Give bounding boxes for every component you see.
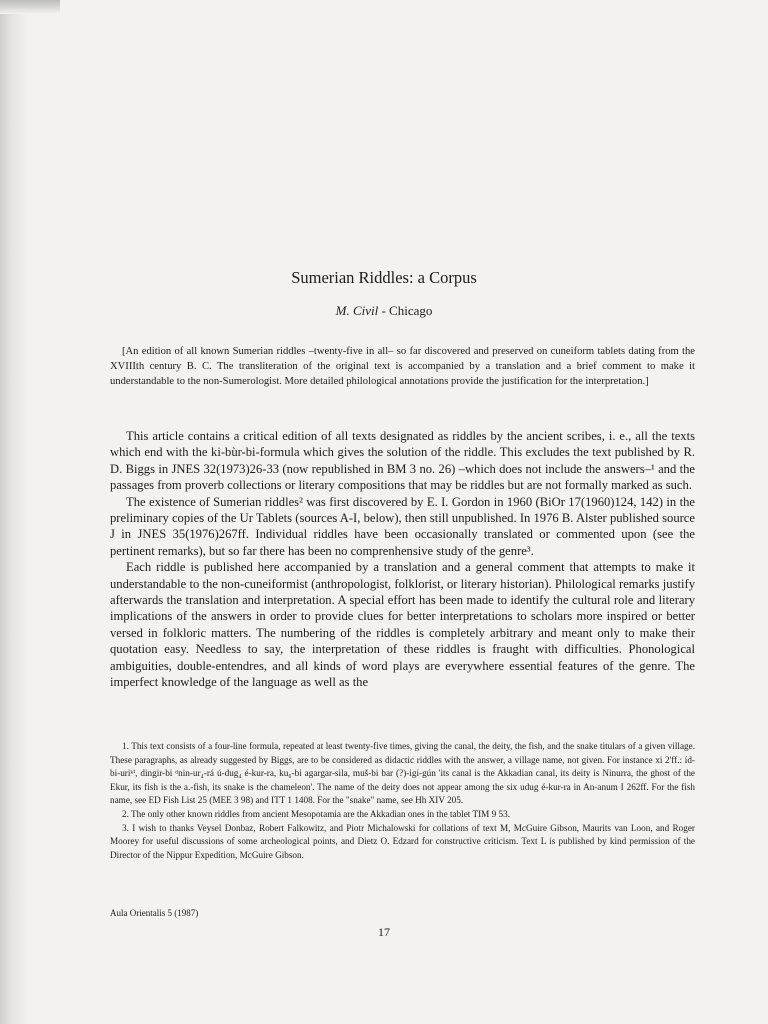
- body-paragraph-2: The existence of Sumerian riddles² was first discovered by E. I. Gordon in 1960 (BiOr 17(1960)124, 142) in the preliminary copies of the Ur Tablets (sources A-I, below), then still unpublished. In 1976 B. Alster published source J in JNES 35(1976)267ff. Individual riddles have been occasionally translated or commented upon (see the pertinent remarks), but so far there has been no comprenhensive study of the genre³.: [110, 494, 695, 558]
- footnotes: [110, 740, 695, 862]
- scan-corner-shadow: [0, 0, 60, 14]
- footnote-1: 1. This text consists of a four-line formula, repeated at least twenty-five times, giving the canal, the deity, the fish, and the snake titulars of a given village. These paragraphs, as already suggested by Biggs, are to be considered as didactic riddles with the answer, a village name, not given. For instance xi 2'ff.: íd-bi-uriᵏⁱ, dingir-bi ᵈnin-ur₄-rá ú-dug₄ é-kur-ra, ku₆-bi agargar-sila, muš-bi bar (?)-igi-gún 'its canal is the Akkadian canal, its deity is Ninurra, the ghost of the Ekur, its fish is the a.-fish, its snake is the chameleon'. The name of the deity does not appear among the six udug é-kur-ra in An-anum I 262ff. For the fish name, see ED Fish List 25 (MEE 3 98) and ITT 1 1408. For the "snake" name, see Hh XIV 205.: [110, 741, 695, 806]
- author-line: [0, 303, 768, 319]
- abstract: [An edition of all known Sumerian riddles –twenty-five in all– so far discovered and preserved on cuneiform tablets dating from the XVIIIth century B. C. The transliteration of the original text is accompanied by a translation and a brief comment to make it understandable to the non-Sumerologist. More detailed philological annotations provide the justification for the interpretation.]: [110, 346, 695, 388]
- body-paragraph-3: Each riddle is published here accompanied by a translation and a general comment that attempts to make it understandable to the non-cuneiformist (anthropologist, folklorist, or literary historian). Philological remarks justify afterwards the translation and interpretation. A special effort has been made to identify the cultural role and literary implications of the answers in order to provide clues for better interpretations to scholars more inspired or better versed in folkloric matters. The numbering of the riddles is completely arbitrary and meant only to make their quotation easy. Needless to say, the interpretation of these riddles is fraught with difficulties. Phonological ambiguities, double-entendres, and all kinds of word plays are everywhere essential features of the genre. The imperfect knowledge of the language as well as the: [110, 560, 695, 690]
- journal-citation: Aula Orientalis 5 (1987): [110, 908, 199, 918]
- footnote-3: 3. I wish to thanks Veysel Donbaz, Robert Falkowitz, and Piotr Michalowski for collations of text M, McGuire Gibson, Maurits van Loon, and Roger Moorey for useful discussions of some archeological points, and Dietz O. Edzard for constructive criticism. Text L is published by kind permission of the Director of the Nippur Expedition, McGuire Gibson.: [110, 822, 695, 860]
- author-affiliation: - Chicago: [378, 303, 433, 318]
- article-title: Sumerian Riddles: a Corpus: [291, 268, 477, 287]
- body-paragraph-1: This article contains a critical edition of all texts designated as riddles by the ancient scribes, i. e., all the texts which end with the ki-bùr-bi-formula which gives the solution of the riddle. This excludes the text published by R. D. Biggs in JNES 32(1973)26-33 (now republished in BM 3 no. 26) –which does not include the answers–¹ and the passages from proverb collections or literary compositions that may be riddles but are not formally marked as such.: [110, 429, 695, 493]
- author-name: M. Civil: [335, 303, 379, 318]
- footnote-2: 2. The only other known riddles from ancient Mesopotamia are the Akkadian ones in the tablet TIM 9 53.: [122, 808, 510, 819]
- page-number: 17: [378, 925, 390, 939]
- scan-edge-shadow: [0, 0, 28, 1024]
- body-text: [110, 428, 695, 691]
